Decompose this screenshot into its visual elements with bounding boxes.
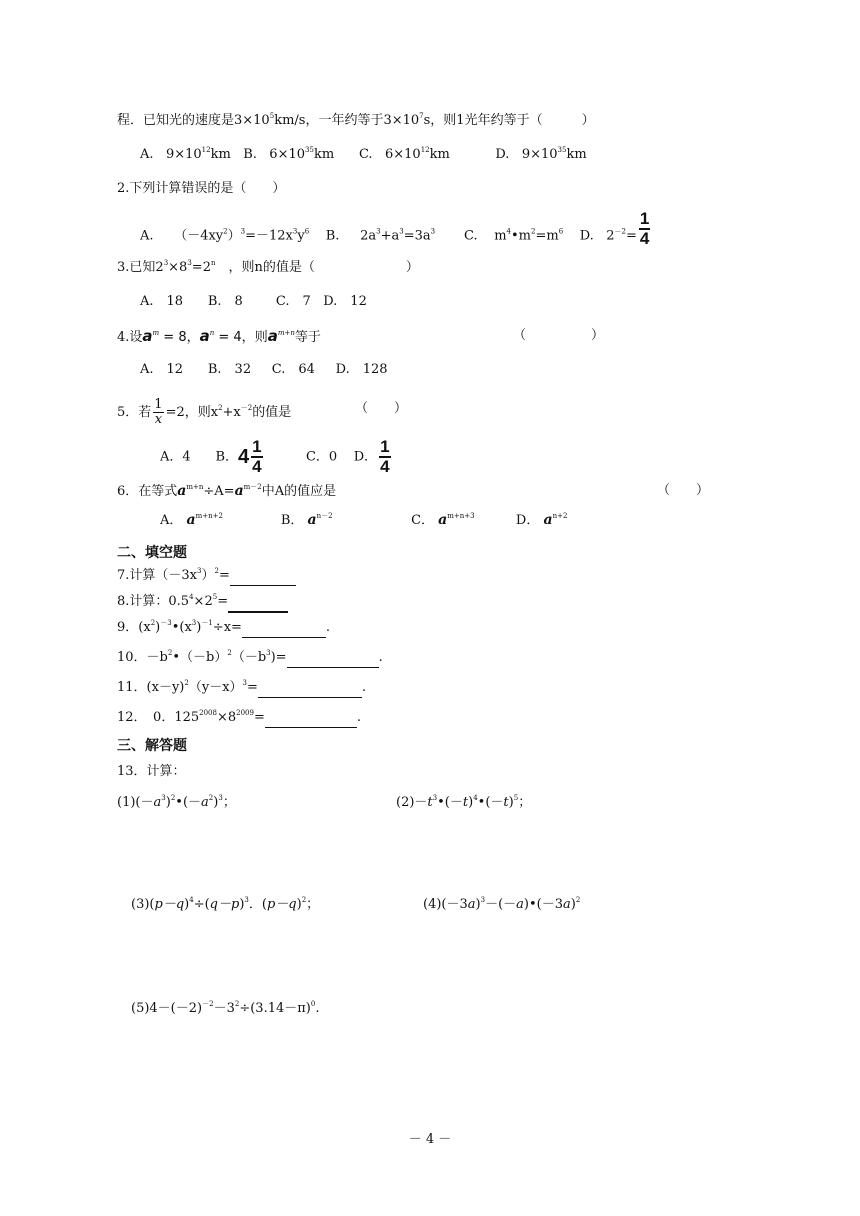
math-var: p－q (154, 897, 185, 912)
answer-blank[interactable] (265, 709, 357, 728)
exponent: 35 (557, 146, 567, 154)
text: ) (213, 795, 219, 810)
exponent: m (152, 329, 160, 337)
option-c: C．0 (305, 449, 338, 465)
text: •（－b） (172, 650, 228, 665)
question-5-stem (117, 398, 291, 427)
text: ) (468, 795, 474, 810)
text: •(－ (175, 795, 202, 810)
option-text: 2 (606, 228, 615, 244)
exponent: m+n+3 (447, 512, 475, 520)
text: （y－x） (188, 680, 243, 695)
text: 9．(x (117, 620, 151, 635)
exponent: 2 (218, 404, 223, 412)
text: ； (306, 897, 320, 912)
question-13-stem: 13．计算： (117, 764, 186, 779)
fraction-denominator: 4 (380, 457, 390, 476)
answer-blank[interactable] (258, 679, 362, 698)
math-var: t (427, 795, 433, 810)
exponent: n (209, 329, 215, 337)
question-1-options (140, 146, 587, 164)
math-var: q－p (209, 897, 240, 912)
text: ) (475, 897, 481, 912)
option-text: =3a (403, 228, 431, 244)
exponent: －2 (202, 1000, 214, 1008)
exponent: 6 (304, 227, 310, 236)
text: 5．若 (117, 405, 152, 420)
fraction-numerator: 1 (380, 437, 390, 456)
text: ) (239, 897, 245, 912)
question-6-options (160, 511, 567, 530)
text: +x (222, 405, 241, 420)
option-text: •m (510, 228, 531, 244)
text: ×2 (193, 594, 213, 609)
option-text: km (566, 147, 587, 162)
text: （－b (231, 650, 267, 665)
text: (2)－ (396, 795, 428, 810)
text: ； (518, 795, 532, 810)
fraction-numerator: 1 (154, 397, 163, 412)
exponent: n (210, 259, 216, 267)
exponent: 3 (161, 794, 166, 802)
exponent: 7 (419, 112, 424, 120)
text: ÷x= (212, 620, 242, 635)
text: •(－ (477, 795, 504, 810)
exponent: 6 (558, 227, 564, 236)
exponent: 3 (218, 794, 223, 802)
exponent: n+2 (552, 512, 568, 520)
text: = (218, 568, 230, 583)
question-6-stem (117, 482, 336, 501)
exponent: m－2 (243, 483, 262, 491)
option-label: D. (495, 147, 510, 162)
math-var: a (563, 897, 571, 912)
math-var: a (467, 897, 476, 912)
exponent: 2 (223, 227, 228, 236)
math-var: t (462, 795, 469, 810)
exponent: 3 (244, 896, 249, 904)
exponent: 2 (234, 1000, 240, 1008)
text: 则 (254, 330, 268, 345)
exponent: 2008 (199, 709, 217, 717)
option-label: D. (579, 228, 594, 244)
option-text: =m (535, 228, 559, 244)
exponent: 2 (150, 619, 156, 627)
option-label: C. (464, 228, 478, 244)
question-4-paren: （ ） (513, 328, 605, 343)
text: •(－ (437, 795, 463, 810)
option-b: B. 32 (207, 362, 252, 377)
text: s，则1光年约等于（ ） (423, 113, 595, 128)
exponent: 2 (575, 896, 581, 904)
section-heading-solve: 三、解答题 (117, 738, 187, 754)
math-var: a (438, 512, 448, 528)
text: ) (196, 620, 202, 635)
exponent: 5 (212, 593, 218, 601)
option-label: C. (358, 147, 373, 162)
math-var: a (267, 327, 278, 345)
text: 6．在等式 (117, 484, 178, 499)
fraction-denominator: 4 (252, 457, 262, 476)
exponent: 2 (184, 679, 189, 687)
math-var: a (153, 795, 162, 810)
exponent: 3 (480, 896, 486, 904)
problem-2 (396, 794, 531, 812)
option-label: C． (411, 513, 435, 528)
exponent: 4 (189, 593, 194, 601)
option-label: B. (325, 228, 340, 244)
option-text: （－4xy (174, 228, 224, 244)
exponent: 2 (214, 567, 219, 575)
question-4-stem (117, 327, 321, 347)
fraction-numerator: 1 (639, 209, 650, 228)
exponent: 3 (242, 679, 247, 687)
option-text: km (313, 147, 335, 162)
option-label: D． (515, 513, 540, 528)
fraction (379, 438, 390, 476)
exponent: 3 (187, 259, 192, 267)
exponent: 4 (506, 227, 511, 236)
option-text: 9×10 (165, 147, 202, 162)
text: (5)4－(－2) (131, 1001, 203, 1016)
text: 8.计算：0.5 (117, 594, 190, 609)
exponent: 3 (197, 567, 202, 575)
text: )= (270, 650, 287, 665)
exponent: 3 (191, 619, 197, 627)
text: ） (201, 568, 215, 583)
math-var: a (234, 483, 244, 499)
exponent: 3 (292, 227, 298, 236)
option-label: B． (280, 513, 304, 528)
option-text: 2a (360, 228, 377, 244)
problem-1 (117, 794, 236, 812)
question-10 (117, 649, 383, 668)
math-text: = 8， (159, 330, 200, 345)
math-var: a (307, 512, 317, 528)
text: ) (184, 897, 190, 912)
fraction-denominator: x (154, 412, 163, 427)
exponent: 3 (430, 227, 436, 236)
question-5-options (160, 438, 393, 476)
exponent: －1 (201, 619, 213, 627)
option-label: B. (243, 147, 257, 162)
exponent: 2 (227, 649, 232, 657)
exponent: －2 (240, 404, 253, 412)
text: ； (222, 795, 236, 810)
problem-4 (423, 896, 580, 914)
fraction (251, 438, 262, 476)
option-d: D. 128 (335, 362, 388, 377)
exponent: －3 (160, 619, 172, 627)
question-3-stem (117, 259, 419, 277)
fraction (639, 210, 650, 248)
option-text: y (297, 228, 305, 244)
math-var: a (543, 512, 553, 528)
option-c: C. 7 (275, 294, 311, 309)
exponent: 12 (420, 146, 430, 154)
option-text: km (210, 147, 231, 162)
exponent: 4 (473, 794, 478, 802)
text: ) (296, 897, 302, 912)
question-4-options (140, 361, 388, 379)
text: 11．(x－y) (117, 680, 185, 695)
text: ．( (248, 897, 267, 912)
exponent: 4 (189, 896, 194, 904)
text: 等于 (294, 330, 321, 345)
page-number: － 4 － (408, 1132, 452, 1147)
text: ÷A= (203, 484, 235, 499)
option-text: =－12x (245, 228, 293, 244)
exponent: 2 (208, 794, 214, 802)
option-label: A. (140, 228, 154, 244)
math-text: = 4， (214, 330, 255, 345)
text: ×8 (168, 260, 188, 275)
text: . (378, 650, 383, 665)
exponent: 3 (240, 227, 246, 236)
text: =2，则x (165, 405, 219, 420)
text: 4.设 (117, 330, 143, 345)
math-var: p－q (266, 897, 297, 912)
text: 中A的值应是 (261, 484, 337, 499)
exponent: 2 (530, 227, 536, 236)
question-1-stem (117, 112, 595, 130)
math-var: a (199, 327, 210, 345)
option-label: D． (353, 449, 378, 465)
text: －(－ (485, 897, 517, 912)
question-3-options (140, 293, 367, 311)
option-b: B. 8 (207, 294, 243, 309)
problem-3 (131, 896, 319, 914)
option-text: +a (380, 228, 400, 244)
question-2-options (140, 209, 652, 248)
option-c: C. 64 (271, 362, 315, 377)
answer-blank[interactable] (242, 619, 326, 638)
text: 的值是 (252, 405, 292, 420)
option-label: A． (160, 513, 183, 528)
question-8 (117, 593, 288, 613)
exponent: 3 (163, 259, 169, 267)
text: (4)(－3 (423, 897, 468, 912)
text: －3 (213, 1001, 235, 1016)
section-heading-fill-in: 二、填空题 (117, 545, 187, 561)
option-text: km (429, 147, 450, 162)
option-text: m (494, 228, 507, 244)
question-6-paren: （ ） (657, 483, 710, 498)
option-label: B． (215, 449, 239, 465)
math-var: a (177, 483, 187, 499)
exponent: 3 (432, 794, 438, 802)
text: ) (508, 795, 514, 810)
text: (1)(－ (117, 795, 154, 810)
text: km/s，一年约等于3×10 (274, 113, 420, 128)
exponent: 5 (513, 794, 519, 802)
text: ，则n的值是（ ） (215, 260, 419, 275)
exponent: 35 (305, 146, 314, 154)
math-var: t (503, 795, 509, 810)
option-text: ） (227, 228, 241, 244)
math-var: a (201, 795, 209, 810)
exponent: m+n+2 (195, 512, 223, 520)
text: = (217, 594, 229, 609)
fraction-denominator: 4 (639, 229, 650, 248)
math-var: a (186, 512, 196, 528)
fraction-numerator: 1 (252, 437, 262, 456)
answer-blank[interactable] (287, 649, 379, 668)
text: = (247, 680, 258, 695)
exponent: －2 (614, 227, 626, 236)
text: . (356, 710, 362, 725)
question-11 (117, 679, 366, 698)
exponent: 0 (310, 1000, 316, 1008)
text: ÷( (193, 897, 210, 912)
text: 3.已知2 (117, 260, 164, 275)
exponent: 3 (376, 227, 381, 236)
question-5-paren: （ ） (355, 401, 408, 416)
text: = (253, 710, 265, 725)
text: )•(－3 (523, 897, 564, 912)
option-text: = (625, 228, 637, 244)
text: ) (165, 795, 171, 810)
problem-5 (131, 1000, 319, 1018)
answer-blank[interactable] (228, 593, 288, 613)
option-a: A. 12 (140, 362, 184, 377)
text: ÷(3.14－π) (239, 1001, 311, 1016)
text: 12． 0．125 (117, 710, 200, 725)
option-text: 6×10 (269, 147, 306, 162)
question-12 (117, 709, 361, 728)
exponent: 2 (170, 794, 176, 802)
text: ) (570, 897, 576, 912)
exponent: m+n (277, 329, 295, 337)
option-text: 6×10 (384, 147, 421, 162)
text: . (315, 1001, 320, 1016)
option-text: 9×10 (521, 147, 558, 162)
exponent: 12 (201, 146, 211, 154)
question-2-stem: 2.下列计算错误的是（ ） (117, 181, 286, 196)
answer-blank[interactable] (230, 567, 296, 586)
exponent: m+n (186, 483, 204, 491)
option-d: D. 12 (323, 294, 367, 309)
text: 程．已知光的速度是3×10 (117, 113, 270, 128)
math-var: a (142, 327, 153, 345)
exponent: 2009 (236, 709, 254, 717)
text: •(x (171, 620, 192, 635)
text: . (361, 680, 367, 695)
text: (3)( (131, 897, 155, 912)
math-var: a (516, 897, 524, 912)
exponent: 2 (167, 649, 173, 657)
exponent: 5 (269, 112, 275, 120)
question-7 (117, 567, 296, 586)
exponent: 3 (266, 649, 271, 657)
text: 7.计算（－3x (117, 568, 198, 583)
text: ×8 (216, 710, 237, 725)
option-label: A. (140, 147, 154, 162)
text: 10．－b (117, 650, 168, 665)
mixed-integer: 4 (238, 446, 250, 468)
option-a: A. 18 (140, 294, 184, 309)
text: =2 (191, 260, 211, 275)
fraction (153, 398, 163, 427)
question-9 (117, 619, 330, 638)
text: ) (155, 620, 161, 635)
exponent: 3 (399, 227, 404, 236)
exponent: n－2 (316, 512, 333, 520)
option-a: A．4 (160, 449, 191, 465)
exponent: 2 (301, 896, 307, 904)
text: . (325, 620, 331, 635)
